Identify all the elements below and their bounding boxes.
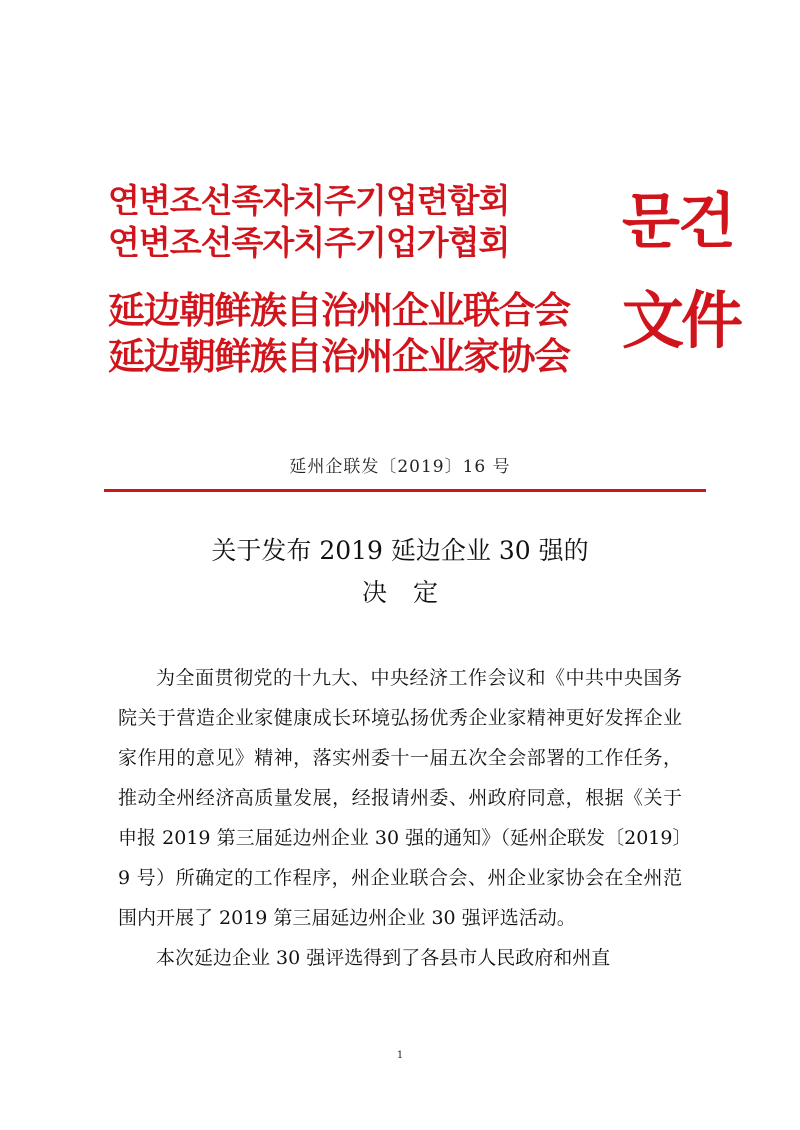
doc-type-korean: 문건	[622, 187, 734, 257]
org-name-korean-association: 연변조선족자치주기업가협회	[108, 223, 510, 262]
body-paragraph-2: 本次延边企业 30 强评选得到了各县市人民政府和州直	[156, 947, 611, 969]
org-name-chinese-federation: 延边朝鲜族自治州企业联合会	[108, 288, 570, 332]
document-number: 延州企联发〔2019〕16 号	[289, 457, 511, 477]
org-name-korean-federation: 연변조선족자치주기업련합회	[108, 181, 510, 220]
page-number: 1	[396, 1050, 404, 1061]
document-body	[118, 658, 682, 978]
doc-type-chinese: 文件	[622, 284, 741, 357]
body-paragraph-1: 为全面贯彻党的十九大、中央经济工作会议和《中共中央国务院关于营造企业家健康成长环境弘扬优秀企业家精神更好发挥企业家作用的意见》精神，落实州委十一届五次全会部署的工作任务，推动全州经济高质量发展，经报请州委、州政府同意，根据《关于申报 2019 第三届延边州企业 30 强的通知》（延州企联发〔2019〕9 号）所确定的工作程序，州企业联合会、州企业家协会在全州范围内开展了 2019 第三届延边州企业 30 强评选活动。	[118, 667, 682, 929]
document-title-line2: 决定	[361, 578, 464, 607]
document-title-line1: 关于发布 2019 延边企业 30 强的	[211, 536, 589, 565]
document-header	[108, 180, 741, 390]
org-name-chinese-association: 延边朝鲜族自治州企业家协会	[108, 334, 570, 378]
header-divider	[104, 489, 706, 492]
